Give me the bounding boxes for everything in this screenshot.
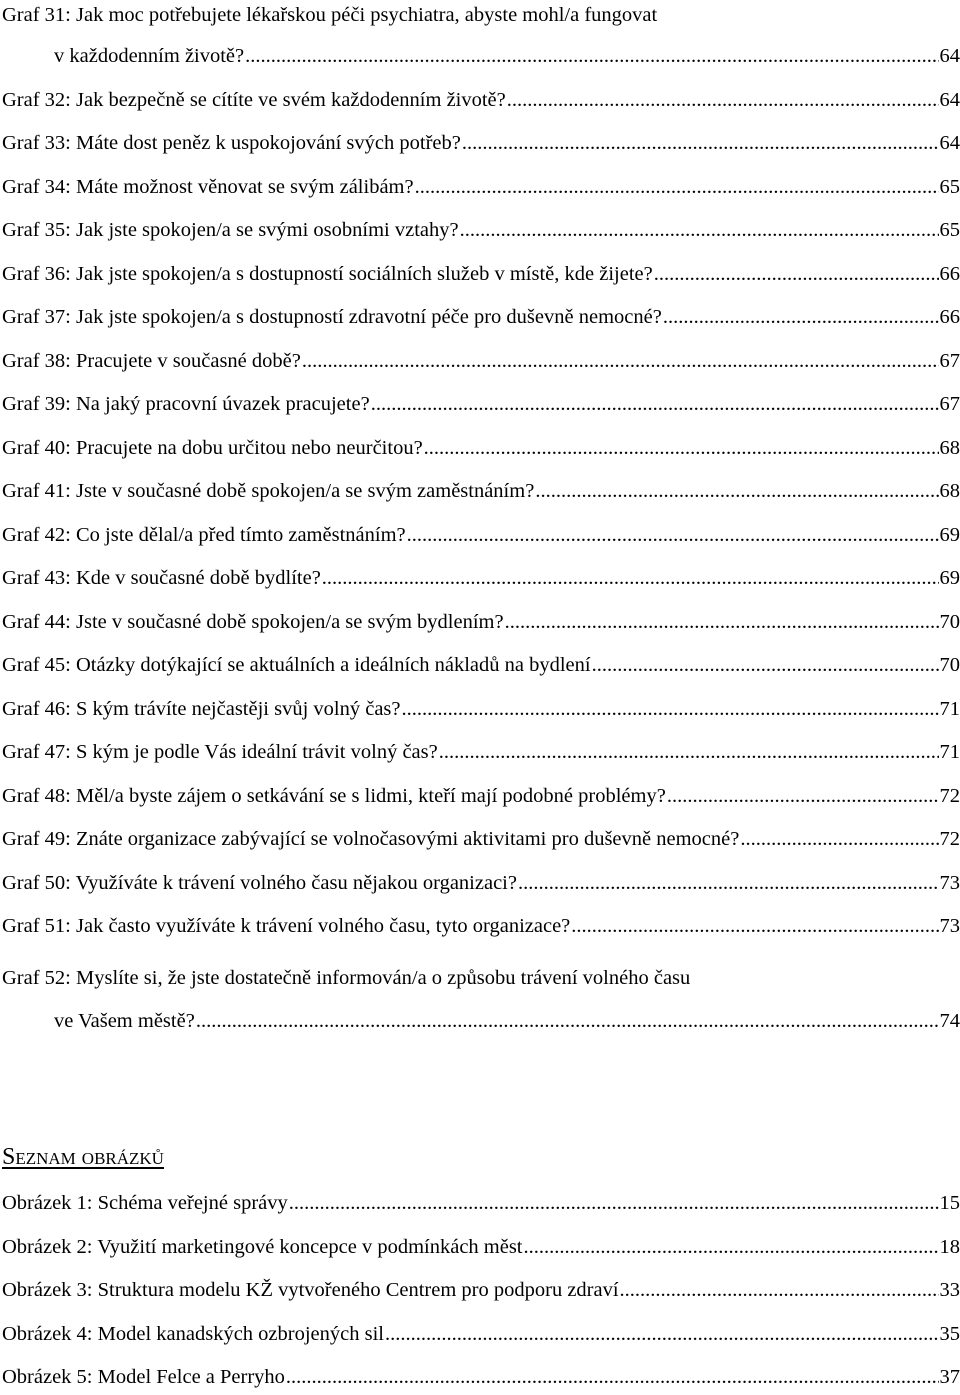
toc-entry-label: Graf 33: Máte dost peněz k uspokojování svých potřeb? bbox=[2, 132, 461, 154]
toc-entry-label: Graf 51: Jak často využíváte k trávení volného času, tyto organizace? bbox=[2, 915, 571, 937]
toc-page-number: 15 bbox=[939, 1192, 960, 1214]
dot-leader bbox=[524, 1232, 939, 1262]
toc-entry-label: Graf 46: S kým trávíte nejčastěji svůj volný čas? bbox=[2, 698, 401, 720]
toc-entry-obrazek-1[interactable] bbox=[2, 1188, 960, 1218]
dot-leader bbox=[424, 433, 939, 463]
dot-leader bbox=[654, 259, 939, 289]
toc-page-number: 67 bbox=[939, 350, 960, 372]
toc-entry-graf-31-line1: Graf 31: Jak moc potřebujete lékařskou péči psychiatra, abyste mohl/a fungovat bbox=[2, 4, 658, 26]
toc-page-number: 64 bbox=[939, 45, 960, 67]
toc-page-number: 69 bbox=[939, 567, 960, 589]
toc-entry-obrazek-5[interactable] bbox=[2, 1362, 960, 1392]
toc-entry-graf-52-line1: Graf 52: Myslíte si, že jste dostatečně informován/a o způsobu trávení volného času bbox=[2, 967, 691, 989]
toc-entry-label: Graf 38: Pracujete v současné době? bbox=[2, 350, 301, 372]
toc-entry-label: Obrázek 1: Schéma veřejné správy bbox=[2, 1192, 288, 1214]
toc-entry-label: Obrázek 3: Struktura modelu KŽ vytvořeného Centrem pro podporu zdraví bbox=[2, 1279, 619, 1301]
section-heading-figures: Seznam obrázků bbox=[2, 1144, 164, 1170]
dot-leader bbox=[289, 1188, 939, 1218]
toc-entry-graf-32[interactable] bbox=[2, 85, 960, 115]
toc-entry-label: Graf 45: Otázky dotýkající se aktuálních a ideálních nákladů na bydlení bbox=[2, 654, 591, 676]
toc-page-number: 71 bbox=[939, 741, 960, 763]
toc-entry-label: Graf 39: Na jaký pracovní úvazek pracujete? bbox=[2, 393, 370, 415]
dot-leader bbox=[402, 694, 939, 724]
toc-page-number: 66 bbox=[939, 263, 960, 285]
dot-leader bbox=[415, 172, 939, 202]
toc-page-number: 71 bbox=[939, 698, 960, 720]
toc-entry-graf-51[interactable] bbox=[2, 911, 960, 941]
dot-leader bbox=[535, 476, 938, 506]
toc-entry-obrazek-3[interactable] bbox=[2, 1275, 960, 1305]
toc-entry-graf-41[interactable] bbox=[2, 476, 960, 506]
toc-entry-graf-43[interactable] bbox=[2, 563, 960, 593]
toc-page-number: 68 bbox=[939, 437, 960, 459]
toc-entry-graf-40[interactable] bbox=[2, 433, 960, 463]
toc-page-number: 18 bbox=[939, 1236, 960, 1258]
toc-page-number: 70 bbox=[939, 654, 960, 676]
toc-entry-label: Graf 40: Pracujete na dobu určitou nebo neurčitou? bbox=[2, 437, 423, 459]
toc-entry-graf-45[interactable] bbox=[2, 650, 960, 680]
toc-entry-graf-31[interactable] bbox=[54, 41, 960, 71]
toc-entry-graf-37[interactable] bbox=[2, 302, 960, 332]
toc-entry-graf-44[interactable] bbox=[2, 607, 960, 637]
dot-leader bbox=[620, 1275, 939, 1305]
toc-entry-graf-39[interactable] bbox=[2, 389, 960, 419]
toc-page-number: 73 bbox=[939, 915, 960, 937]
toc-entry-graf-49[interactable] bbox=[2, 824, 960, 854]
toc-page-number: 68 bbox=[939, 480, 960, 502]
toc-page-number: 67 bbox=[939, 393, 960, 415]
toc-entry-graf-50[interactable] bbox=[2, 868, 960, 898]
toc-entry-label: Graf 41: Jste v současné době spokojen/a se svým zaměstnáním? bbox=[2, 480, 535, 502]
dot-leader bbox=[505, 607, 939, 637]
toc-entry-label: ve Vašem městě? bbox=[54, 1010, 195, 1032]
toc-entry-label: Graf 32: Jak bezpečně se cítíte ve svém každodenním životě? bbox=[2, 89, 506, 111]
toc-entry-obrazek-4[interactable] bbox=[2, 1319, 960, 1349]
toc-entry-graf-46[interactable] bbox=[2, 694, 960, 724]
toc-entry-graf-42[interactable] bbox=[2, 520, 960, 550]
dot-leader bbox=[407, 520, 939, 550]
toc-entry-label: Obrázek 2: Využití marketingové koncepce v podmínkách měst bbox=[2, 1236, 523, 1258]
toc-entry-label: Graf 36: Jak jste spokojen/a s dostupností sociálních služeb v místě, kde žijete? bbox=[2, 263, 653, 285]
dot-leader bbox=[571, 911, 938, 941]
toc-page-number: 33 bbox=[939, 1279, 960, 1301]
toc-page-number: 72 bbox=[939, 785, 960, 807]
dot-leader bbox=[371, 389, 939, 419]
dot-leader bbox=[592, 650, 939, 680]
toc-entry-label: Graf 37: Jak jste spokojen/a s dostupností zdravotní péče pro duševně nemocné? bbox=[2, 306, 662, 328]
toc-entry-label: Graf 49: Znáte organizace zabývající se volnočasovými aktivitami pro duševně nemocné? bbox=[2, 828, 740, 850]
toc-entry-graf-35[interactable] bbox=[2, 215, 960, 245]
toc-page-number: 70 bbox=[939, 611, 960, 633]
toc-entry-label: v každodenním životě? bbox=[54, 45, 245, 67]
toc-entry-graf-52[interactable] bbox=[54, 1006, 960, 1036]
toc-entry-label: Graf 35: Jak jste spokojen/a se svými osobními vztahy? bbox=[2, 219, 459, 241]
toc-page-number: 64 bbox=[939, 132, 960, 154]
toc-page-number: 74 bbox=[939, 1010, 960, 1032]
dot-leader bbox=[663, 302, 939, 332]
toc-entry-graf-48[interactable] bbox=[2, 781, 960, 811]
toc-page-number: 65 bbox=[939, 176, 960, 198]
toc-entry-label: Graf 44: Jste v současné době spokojen/a se svým bydlením? bbox=[2, 611, 504, 633]
dot-leader bbox=[302, 346, 939, 376]
toc-entry-label: Graf 34: Máte možnost věnovat se svým zálibám? bbox=[2, 176, 414, 198]
toc-entry-graf-47[interactable] bbox=[2, 737, 960, 767]
toc-entry-graf-33[interactable] bbox=[2, 128, 960, 158]
dot-leader bbox=[245, 41, 938, 71]
dot-leader bbox=[518, 868, 939, 898]
toc-page-number: 65 bbox=[939, 219, 960, 241]
toc-entry-label: Graf 47: S kým je podle Vás ideální trávit volný čas? bbox=[2, 741, 438, 763]
dot-leader bbox=[460, 215, 939, 245]
toc-page-number: 35 bbox=[939, 1323, 960, 1345]
toc-entry-label: Graf 50: Využíváte k trávení volného času nějakou organizaci? bbox=[2, 872, 517, 894]
dot-leader bbox=[385, 1319, 939, 1349]
toc-entry-label: Obrázek 5: Model Felce a Perryho bbox=[2, 1366, 285, 1388]
toc-entry-graf-36[interactable] bbox=[2, 259, 960, 289]
toc-page-number: 64 bbox=[939, 89, 960, 111]
toc-entry-obrazek-2[interactable] bbox=[2, 1232, 960, 1262]
toc-entry-label: Graf 48: Měl/a byste zájem o setkávání se s lidmi, kteří mají podobné problémy? bbox=[2, 785, 666, 807]
toc-page-number: 69 bbox=[939, 524, 960, 546]
toc-page-number: 37 bbox=[939, 1366, 960, 1388]
dot-leader bbox=[196, 1006, 939, 1036]
dot-leader bbox=[439, 737, 939, 767]
toc-page-number: 73 bbox=[939, 872, 960, 894]
toc-entry-label: Obrázek 4: Model kanadských ozbrojených sil bbox=[2, 1323, 384, 1345]
toc-page-number: 66 bbox=[939, 306, 960, 328]
dot-leader bbox=[322, 563, 939, 593]
dot-leader bbox=[667, 781, 939, 811]
toc-entry-graf-34[interactable] bbox=[2, 172, 960, 202]
dot-leader bbox=[507, 85, 939, 115]
dot-leader bbox=[740, 824, 938, 854]
toc-entry-label: Graf 42: Co jste dělal/a před tímto zaměstnáním? bbox=[2, 524, 406, 546]
toc-entry-label: Graf 43: Kde v současné době bydlíte? bbox=[2, 567, 321, 589]
dot-leader bbox=[462, 128, 939, 158]
dot-leader bbox=[286, 1362, 939, 1392]
toc-entry-graf-38[interactable] bbox=[2, 346, 960, 376]
toc-page-number: 72 bbox=[939, 828, 960, 850]
